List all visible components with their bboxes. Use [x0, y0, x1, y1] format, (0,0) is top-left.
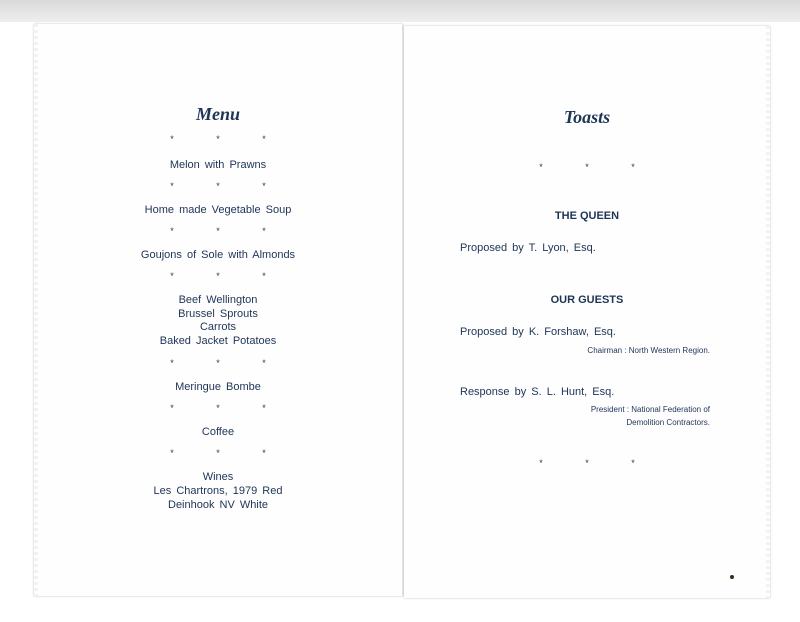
proposer-title: Chairman : North Western Region.	[587, 346, 710, 355]
toast-guests-proposer: Proposed by K. Forshaw, Esq.	[460, 326, 616, 338]
toasts-page	[404, 26, 770, 598]
toast-response: Response by S. L. Hunt, Esq.	[460, 386, 615, 398]
wines-heading: Wines	[202, 471, 234, 483]
separator-stars: * * *	[170, 134, 286, 144]
separator-stars: * * *	[170, 226, 286, 236]
toast-queen-heading: THE QUEEN	[554, 210, 620, 222]
scan-top-band	[0, 0, 800, 22]
wine-red: Les Chartrons, 1979 Red	[153, 485, 283, 497]
course-fish: Goujons of Sole with Almonds	[140, 249, 296, 261]
course-starter: Melon with Prawns	[169, 159, 267, 171]
separator-stars: * * *	[539, 458, 655, 468]
course-main-line: Brussel Sprouts	[178, 308, 258, 320]
separator-stars: * * *	[170, 271, 286, 281]
course-main-line: Beef Wellington	[178, 294, 258, 306]
separator-stars: * * *	[170, 358, 286, 368]
menu-page	[34, 24, 403, 596]
course-main-line: Baked Jacket Potatoes	[159, 335, 277, 347]
toast-queen-proposer: Proposed by T. Lyon, Esq.	[460, 242, 596, 254]
course-coffee: Coffee	[201, 426, 235, 438]
respondent-title-line2: Demolition Contractors.	[626, 418, 710, 427]
course-soup: Home made Vegetable Soup	[144, 204, 292, 216]
wine-white: Deinhook NV White	[168, 499, 268, 511]
menu-title: Menu	[195, 104, 240, 124]
toasts-title: Toasts	[563, 107, 611, 127]
paper-speck	[730, 575, 734, 579]
separator-stars: * * *	[170, 403, 286, 413]
toast-guests-heading: OUR GUESTS	[550, 294, 624, 306]
separator-stars: * * *	[170, 181, 286, 191]
separator-stars: * * *	[170, 448, 286, 458]
course-dessert: Meringue Bombe	[175, 381, 261, 393]
separator-stars: * * *	[539, 162, 655, 172]
course-main-line: Carrots	[199, 321, 237, 333]
respondent-title-line1: President : National Federation of	[590, 405, 710, 414]
